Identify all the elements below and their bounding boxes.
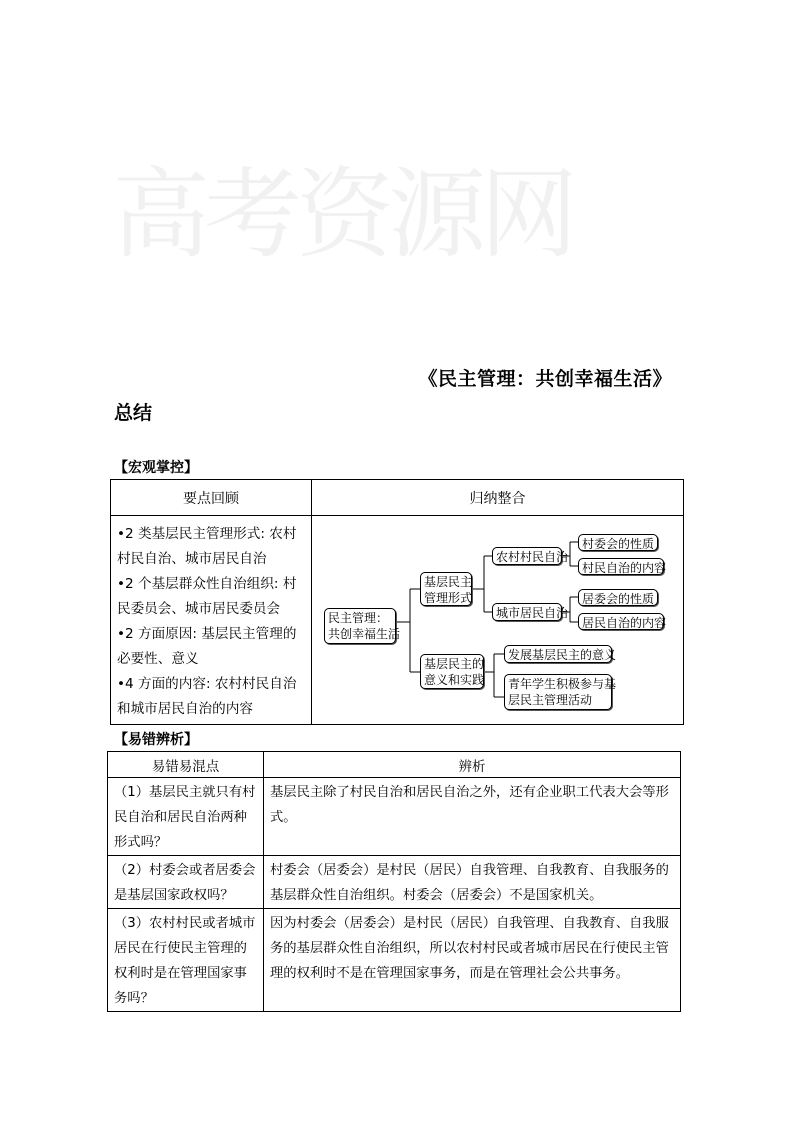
column-header-review: 要点回顾: [111, 480, 312, 516]
mindmap-cell: [312, 516, 684, 725]
review-points-cell: [111, 516, 312, 725]
question-cell: （2）村委会或者居委会是基层国家政权吗？: [108, 856, 264, 909]
mindmap-significance: 发展基层民主的意义: [504, 645, 612, 663]
list-item: •2 个基层群众性自治组织: 村民委员会、城市居民委员会: [117, 576, 297, 617]
mindmap-root: 民主管理： 共创幸福生活: [324, 608, 396, 644]
column-header-summary: 归纳整合: [312, 480, 684, 516]
mindmap-rural-content: 村民自治的内容: [578, 558, 664, 575]
mindmap-youth: 青年学生积极参与基 层民主管理活动: [504, 674, 612, 710]
table-row: [108, 778, 681, 856]
mindmap-practice: 基层民主的 意义和实践: [420, 654, 484, 689]
mindmap-rural: 农村村民自治: [492, 547, 562, 565]
mindmap-diagram: [312, 516, 684, 724]
macro-table: [110, 479, 684, 725]
table-row: [108, 909, 681, 1012]
question-cell: （3）农村村民或者城市居民在行使民主管理的权利时是在管理国家事务吗？: [108, 909, 264, 1012]
column-header-confusion: 易错易混点: [108, 752, 264, 778]
mindmap-rural-nature: 村委会的性质: [578, 534, 658, 551]
mindmap-urban: 城市居民自治: [492, 603, 562, 621]
page-title: 《民主管理：共创幸福生活》: [418, 368, 672, 390]
question-cell: （1）基层民主就只有村民自治和居民自治两种形式吗？: [108, 778, 264, 856]
list-item: •2 类基层民主管理形式: 农村村民自治、城市居民自治: [117, 526, 297, 567]
answer-cell: 村委会（居委会）是村民（居民）自我管理、自我教育、自我服务的基层群众性自治组织。村委会（居委会）不是国家机关。: [264, 856, 681, 909]
section-heading-errors: 【易错辨析】: [114, 732, 198, 748]
list-item: •4 方面的内容: 农村村民自治和城市居民自治的内容: [117, 676, 297, 717]
page-subtitle: 总结: [114, 402, 153, 424]
errors-table: [107, 751, 681, 1012]
mindmap-urban-nature: 居委会的性质: [578, 589, 658, 606]
list-item: •2 方面原因: 基层民主管理的必要性、意义: [117, 626, 297, 667]
watermark-logo: 高考资源网: [112, 158, 573, 272]
answer-cell: 因为村委会（居委会）是村民（居民）自我管理、自我教育、自我服务的基层群众性自治组织，所以农村村民或者城市居民在行使民主管理的权利时不是在管理国家事务，而是在管理社会公共事务。: [264, 909, 681, 1012]
table-row: [108, 856, 681, 909]
review-points-list: [111, 516, 311, 722]
column-header-analysis: 辨析: [264, 752, 681, 778]
section-heading-macro: 【宏观掌控】: [114, 460, 198, 476]
mindmap-forms: 基层民主 管理形式: [420, 572, 472, 606]
answer-cell: 基层民主除了村民自治和居民自治之外，还有企业职工代表大会等形式。: [264, 778, 681, 856]
mindmap-urban-content: 居民自治的内容: [578, 613, 664, 630]
